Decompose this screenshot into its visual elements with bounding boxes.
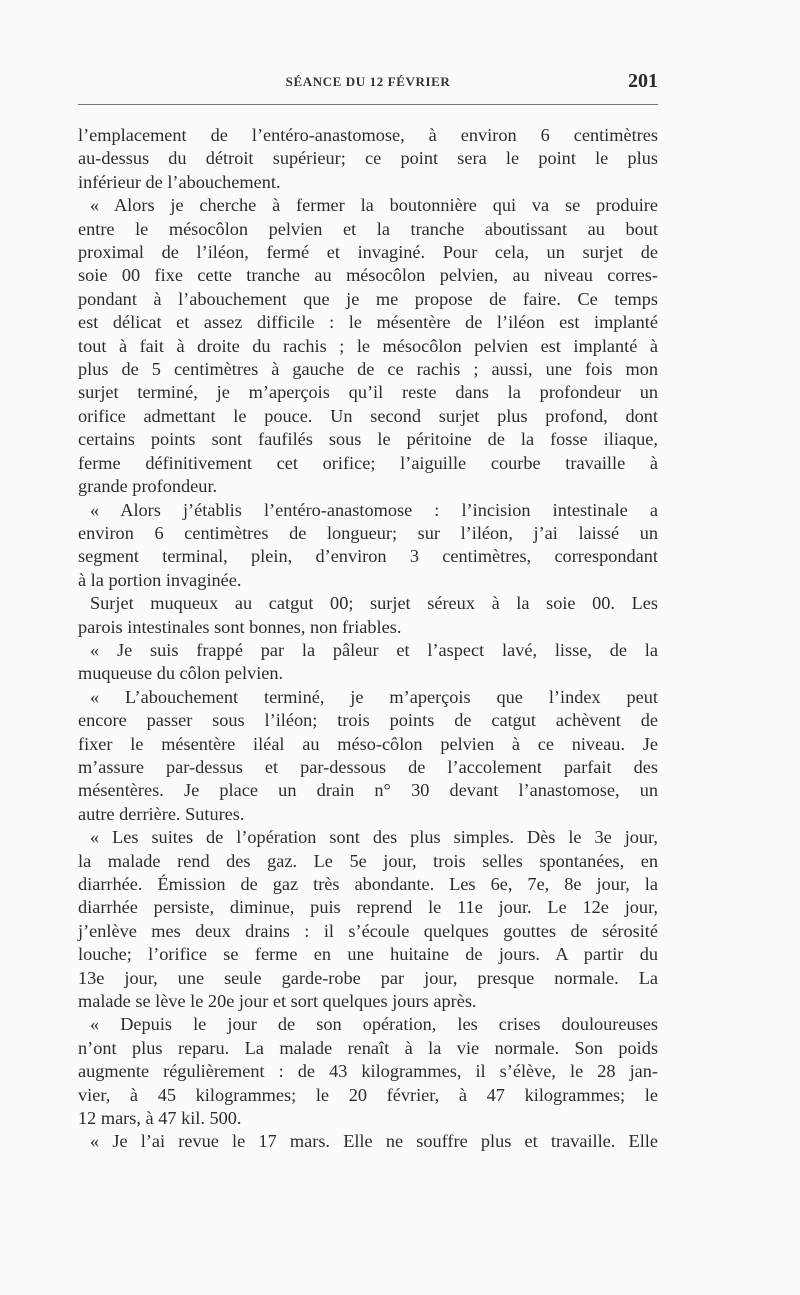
text-line: entre le mésocôlon pelvien et la tranche aboutissant au bout: [78, 218, 658, 239]
text-line: n’ont plus reparu. La malade renaît à la vie normale. Son poids: [78, 1037, 658, 1058]
text-line: parois intestinales sont bonnes, non friables.: [78, 616, 402, 637]
text-line: Surjet muqueux au catgut 00; surjet séreux à la soie 00. Les: [90, 593, 658, 614]
text-line: la malade rend des gaz. Le 5e jour, trois selles spontanées, en: [78, 850, 658, 871]
text-line: vier, à 45 kilogrammes; le 20 février, à 47 kilogrammes; le: [78, 1084, 658, 1105]
text-line: mésentères. Je place un drain n° 30 devant l’anastomose, un: [78, 780, 658, 801]
text-line: proximal de l’iléon, fermé et invaginé. Pour cela, un surjet de: [78, 242, 658, 263]
text-line: « Je suis frappé par la pâleur et l’aspect lavé, lisse, de la: [90, 639, 658, 660]
running-head: [78, 70, 658, 96]
text-line: ferme définitivement cet orifice; l’aiguille courbe travaille à: [78, 452, 658, 473]
text-line: certains points sont faufilés sous le péritoine de la fosse iliaque,: [78, 429, 658, 450]
text-line: diarrhée persiste, diminue, puis reprend le 11e jour. Le 12e jour,: [78, 897, 658, 918]
text-line: « L’abouchement terminé, je m’aperçois que l’index peut: [90, 686, 658, 707]
text-line: inférieur de l’abouchement.: [78, 171, 281, 192]
text-line: 13e jour, une seule garde-robe par jour, presque normale. La: [78, 967, 658, 988]
text-line: fixer le mésentère iléal au méso-côlon pelvien à ce niveau. Je: [78, 733, 658, 754]
running-title: SÉANCE DU 12 FÉVRIER: [285, 74, 451, 89]
text-line: j’enlève mes deux drains : il s’écoule quelques gouttes de sérosité: [78, 920, 658, 941]
text-line: environ 6 centimètres de longueur; sur l’iléon, j’ai laissé un: [78, 522, 658, 543]
text-line: orifice admettant le pouce. Un second surjet plus profond, dont: [78, 405, 658, 426]
text-line: à la portion invaginée.: [78, 569, 242, 590]
text-line: « Alors je cherche à fermer la boutonnière qui va se produire: [90, 195, 658, 216]
text-line: plus de 5 centimètres à gauche de ce rachis ; aussi, une fois mon: [78, 359, 658, 380]
text-line: malade se lève le 20e jour et sort quelques jours après.: [78, 991, 477, 1012]
text-line: « Depuis le jour de son opération, les crises douloureuses: [90, 1014, 658, 1035]
text-line: « Alors j’établis l’entéro-anastomose : l’incision intestinale a: [90, 499, 658, 520]
text-line: est délicat et assez difficile : le mésentère de l’iléon est implanté: [78, 312, 658, 333]
text-line: « Je l’ai revue le 17 mars. Elle ne souffre plus et travaille. Elle: [90, 1131, 658, 1152]
text-line: au-dessus du détroit supérieur; ce point sera le point le plus: [78, 148, 658, 169]
text-line: surjet terminé, je m’aperçois qu’il reste dans la profondeur un: [78, 382, 658, 403]
text-line: pondant à l’abouchement que je me propose de faire. Ce temps: [78, 288, 658, 309]
text-line: autre derrière. Sutures.: [78, 803, 245, 824]
text-line: diarrhée. Émission de gaz très abondante. Les 6e, 7e, 8e jour, la: [78, 874, 658, 894]
text-line: encore passer sous l’iléon; trois points de catgut achèvent de: [78, 710, 658, 731]
text-line: augmente régulièrement : de 43 kilogrammes, il s’élève, le 28 jan-: [78, 1061, 658, 1082]
text-line: louche; l’orifice se ferme en une huitaine de jours. A partir du: [78, 944, 658, 965]
text-line: grande profondeur.: [78, 476, 218, 497]
text-line: m’assure par-dessus et par-dessous de l’accolement parfait des: [78, 756, 658, 777]
page-number: 201: [628, 70, 658, 92]
text-line: tout à fait à droite du rachis ; le mésocôlon pelvien est implanté à: [78, 335, 658, 356]
text-line: 12 mars, à 47 kil. 500.: [78, 1108, 242, 1129]
body-text: [78, 124, 658, 1154]
text-line: muqueuse du côlon pelvien.: [78, 663, 284, 684]
header-rule: [78, 104, 658, 105]
text-line: segment terminal, plein, d’environ 3 centimètres, correspondant: [78, 546, 658, 567]
text-line: « Les suites de l’opération sont des plus simples. Dès le 3e jour,: [90, 827, 658, 848]
text-line: soie 00 fixe cette tranche au mésocôlon pelvien, au niveau corres-: [78, 265, 658, 286]
text-line: l’emplacement de l’entéro-anastomose, à environ 6 centimètres: [78, 125, 658, 145]
